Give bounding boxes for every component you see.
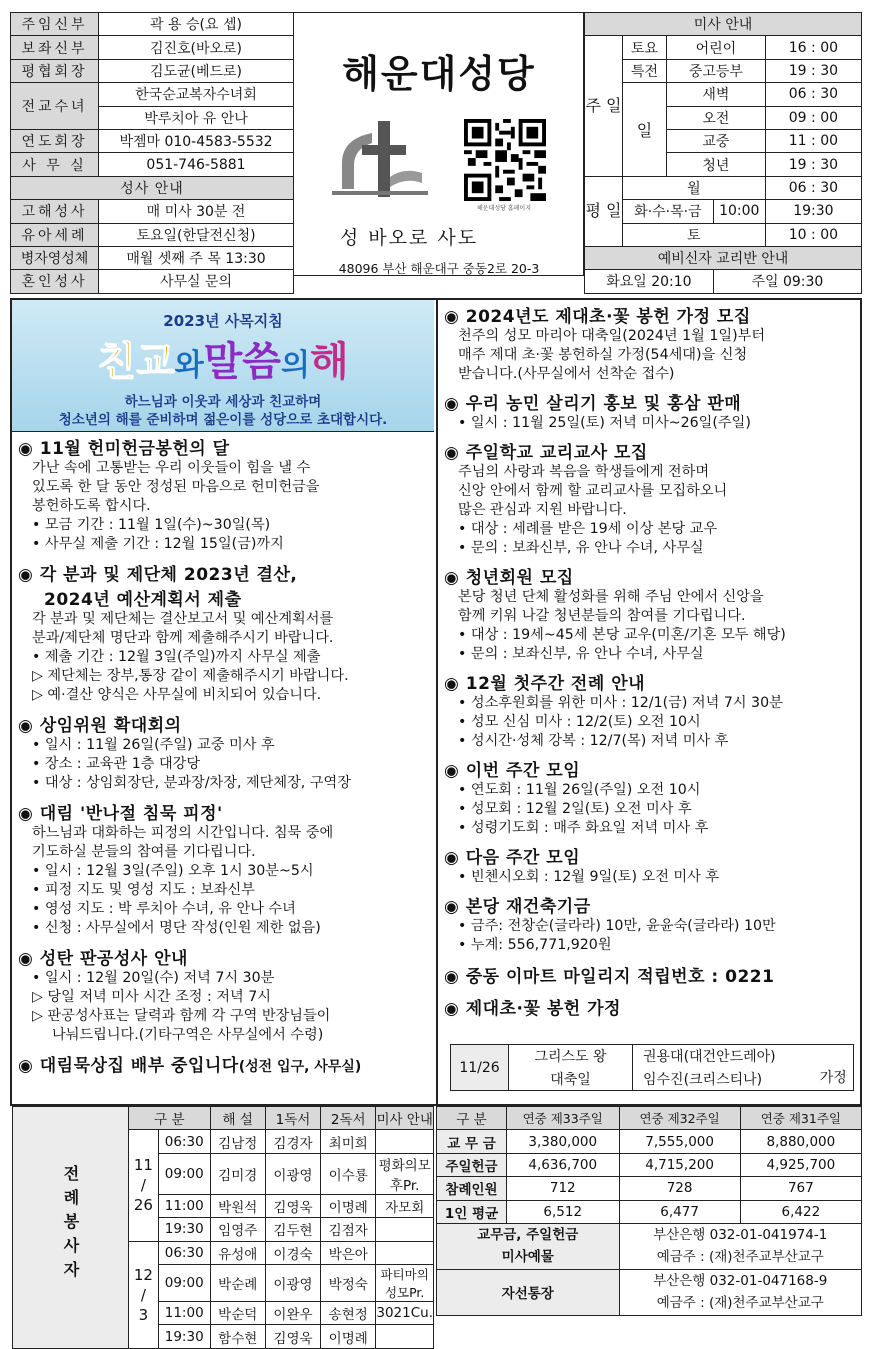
service-cell: 김점자 xyxy=(321,1218,376,1241)
service-cell: 평화의모후Pr. xyxy=(376,1153,434,1194)
stat-value: 767 xyxy=(740,1177,861,1200)
mass-name: 오전 xyxy=(667,106,766,129)
catechism-time: 주일 09:30 xyxy=(713,270,861,293)
stat-value: 6,512 xyxy=(507,1200,620,1223)
column-header: 연중 제33주일 xyxy=(507,1107,620,1130)
info-key: 보좌신부 xyxy=(11,36,99,59)
service-cell: 박원석 xyxy=(210,1194,265,1217)
sacr-key: 유아세례 xyxy=(11,223,99,246)
stat-value: 3,380,000 xyxy=(507,1130,620,1153)
account-label xyxy=(437,1223,620,1269)
notice-line: 각 분과 및 제단체는 결산보고서 및 예산계획서를 xyxy=(32,611,334,627)
notice-line: 봉헌하도록 합시다. xyxy=(32,498,151,514)
parish-name: 해운대성당 xyxy=(342,52,536,96)
stat-value: 4,715,200 xyxy=(619,1153,740,1176)
service-cell: 이명례 xyxy=(321,1194,376,1217)
notice-title: ◉ 본당 재건축기금 xyxy=(444,897,591,917)
flower-family: 임수진(크리스티나) xyxy=(633,1068,814,1091)
sacr-value: 토요일(한달전신청) xyxy=(99,223,294,246)
column-header: 연중 제31주일 xyxy=(740,1107,861,1130)
notice-title: ◉ 대림 '반나절 침묵 피정' xyxy=(18,804,223,824)
notice-line: ▷ 당일 저녁 미사 시간 조정 : 저녁 7시 xyxy=(32,989,271,1005)
column-header: 해 설 xyxy=(210,1107,265,1130)
mass-name: 월 xyxy=(623,176,766,199)
parish-logo-icon xyxy=(332,117,428,203)
service-cell: 김경자 xyxy=(265,1130,320,1153)
account-number: 부산은행 032-01-041974-1 xyxy=(653,1227,828,1244)
account-number: 부산은행 032-01-047168-9 xyxy=(653,1273,828,1290)
service-time: 19:30 xyxy=(158,1325,210,1348)
notice-line: • 제출 기간 : 12월 3일(주일)까지 사무실 제출 xyxy=(32,649,321,665)
banner-main xyxy=(12,330,434,387)
notice-line: • 피정 지도 및 영성 지도 : 보좌신부 xyxy=(32,882,255,898)
notice-line: 매주 제대 초·꽃 봉헌하실 가정(54세대)을 신청 xyxy=(458,347,748,363)
notice-line: • 신청 : 사무실에서 명단 작성(인원 제한 없음) xyxy=(32,920,321,936)
notice-section xyxy=(18,711,434,793)
right-column xyxy=(444,302,860,1019)
mass-time: 06 : 30 xyxy=(765,83,861,106)
flower-feast: 대축일 xyxy=(509,1068,633,1091)
notice-section xyxy=(444,756,860,838)
service-cell xyxy=(376,1218,434,1241)
notice-line: • 일시 : 11월 26일(주일) 교중 미사 후 xyxy=(32,737,275,753)
column-header: 구 분 xyxy=(129,1107,211,1130)
notice-line: • 성령기도회 : 매주 화요일 저녁 미사 후 xyxy=(458,820,709,836)
notice-line: • 문의 : 보좌신부, 유 안나 수녀, 사무실 xyxy=(458,540,704,556)
service-date xyxy=(129,1241,159,1348)
notice-section xyxy=(444,302,860,384)
mass-schedule-table xyxy=(584,12,862,294)
notice-line: 주님의 사랑과 복음을 학생들에게 전하며 xyxy=(458,464,710,480)
service-cell: 김남정 xyxy=(210,1130,265,1153)
mass-time: 10:00 xyxy=(713,200,765,223)
notice-line: 신앙 안에서 함께 할 교리교사를 모집하오니 xyxy=(458,483,728,499)
notice-line: 받습니다.(사무실에서 선착순 접수) xyxy=(458,366,675,382)
notice-line: ▷ 예·결산 양식은 사무실에 비치되어 있습니다. xyxy=(32,687,322,703)
banner-word: 와 xyxy=(174,348,204,383)
notice-title: ◉ 11월 헌미헌금봉헌의 달 xyxy=(18,439,230,459)
notice-title: ◉ 다음 주간 모임 xyxy=(444,848,581,868)
banner-top: 2023년 사목지침 xyxy=(163,312,283,330)
sunday-label: 주 일 xyxy=(585,36,623,176)
service-cell: 임영주 xyxy=(210,1218,265,1241)
notice-section xyxy=(18,1051,434,1076)
parish-header xyxy=(294,12,584,276)
service-time: 09:00 xyxy=(158,1264,210,1301)
service-cell xyxy=(376,1241,434,1264)
service-vertical-label: 전례봉사자 xyxy=(61,1165,80,1286)
sacr-key: 혼인성사 xyxy=(11,270,99,293)
stat-value: 6,422 xyxy=(740,1200,861,1223)
notice-title: ◉ 성탄 판공성사 안내 xyxy=(18,949,188,969)
service-label xyxy=(13,1107,129,1349)
notice-line: 본당 청년 단체 활성화를 위해 주님 안에서 신앙을 xyxy=(458,589,764,605)
row-label: 교 무 금 xyxy=(437,1130,507,1153)
mass-name: 새벽 xyxy=(667,83,766,106)
service-time: 11:00 xyxy=(158,1301,210,1324)
sacr-value: 매월 셋째 주 목 13:30 xyxy=(99,246,294,269)
notice-title-note: (성전 입구, 사무실) xyxy=(238,1059,362,1075)
service-cell: 박정숙 xyxy=(321,1264,376,1301)
date-part: 26 xyxy=(133,1196,153,1215)
service-cell: 박은아 xyxy=(321,1241,376,1264)
column-header: 연중 제32주일 xyxy=(619,1107,740,1130)
mass-name: 어린이 xyxy=(667,36,766,59)
date-part: / xyxy=(140,1285,146,1304)
service-cell: 이경숙 xyxy=(265,1241,320,1264)
mass-name: 청년 xyxy=(667,153,766,176)
notice-line: • 영성 지도 : 박 루치아 수녀, 유 안나 수녀 xyxy=(32,901,296,917)
date-part: 12 xyxy=(133,1265,153,1284)
notice-line: • 일시 : 11월 25일(토) 저녁 미사~26일(주일) xyxy=(458,415,751,431)
info-value: 곽 용 승(요 셉) xyxy=(99,13,294,36)
notice-line: • 성모 신심 미사 : 12/2(토) 오전 10시 xyxy=(458,714,701,730)
service-time: 09:00 xyxy=(158,1153,210,1194)
service-cell: 박순례 xyxy=(210,1264,265,1301)
parish-info-table xyxy=(10,12,294,294)
notice-title: ◉ 제대초·꽃 봉헌 가정 xyxy=(444,999,621,1019)
account-info xyxy=(619,1223,862,1269)
column-header: 구 분 xyxy=(437,1107,507,1130)
notice-line: 나눠드립니다.(기타구역은 사무실에서 수령) xyxy=(52,1027,324,1043)
account-holder: 예금주 : (재)천주교부산교구 xyxy=(656,1295,824,1312)
service-cell: 송현정 xyxy=(321,1301,376,1324)
flower-family: 권용대(대건안드레아) xyxy=(633,1045,814,1068)
finance-stats-table xyxy=(436,1106,862,1316)
banner-line: 하느님과 이웃과 세상과 친교하며 xyxy=(124,394,322,410)
notice-line: 천주의 성모 마리아 대축일(2024년 1월 1일)부터 xyxy=(458,328,766,344)
service-cell: 3021Cu. xyxy=(376,1301,434,1324)
service-cell: 자모회 xyxy=(376,1194,434,1217)
date-part: 3 xyxy=(138,1305,149,1324)
flower-date: 11/26 xyxy=(451,1045,509,1091)
notice-line: • 누계: 556,771,920원 xyxy=(458,937,612,953)
info-value: 박젬마 010-4583-5532 xyxy=(99,129,294,152)
notice-title: ◉ 청년회원 모집 xyxy=(444,568,574,588)
stat-value: 8,880,000 xyxy=(740,1130,861,1153)
column-header: 미사 안내 xyxy=(376,1107,434,1130)
notice-section xyxy=(18,944,434,1045)
row-label: 참례인원 xyxy=(437,1177,507,1200)
service-time: 06:30 xyxy=(158,1241,210,1264)
day-label: 일 xyxy=(623,83,667,177)
info-value: 김진호(바오로) xyxy=(99,36,294,59)
pastoral-banner xyxy=(12,300,434,432)
notice-line: 하느님과 대화하는 피정의 시간입니다. 침묵 중에 xyxy=(32,825,334,841)
service-date xyxy=(129,1130,159,1241)
mass-time: 11 : 00 xyxy=(765,129,861,152)
service-cell: 최미희 xyxy=(321,1130,376,1153)
service-time: 06:30 xyxy=(158,1130,210,1153)
notice-line: • 대상 : 19세~45세 본당 교우(미혼/기혼 모두 해당) xyxy=(458,627,786,643)
catechism-title: 예비신자 교리반 안내 xyxy=(585,246,862,269)
stat-value: 712 xyxy=(507,1177,620,1200)
notice-title: ◉ 각 분과 및 제단체 2023년 결산, xyxy=(18,565,298,585)
info-value: 박루치아 유 안나 xyxy=(99,106,294,129)
service-cell: 이광영 xyxy=(265,1264,320,1301)
notice-title: ◉ 2024년도 제대초·꽃 봉헌 가정 모집 xyxy=(444,307,751,327)
service-cell: 이명례 xyxy=(321,1325,376,1348)
notice-title: ◉ 우리 농민 살리기 홍보 및 홍삼 판매 xyxy=(444,394,742,414)
service-cell: 유성애 xyxy=(210,1241,265,1264)
parish-address: 48096 부산 해운대구 중동2로 20-3 xyxy=(338,261,540,276)
notice-line: • 문의 : 보좌신부, 유 안나 수녀, 사무실 xyxy=(458,646,704,662)
stat-value: 4,925,700 xyxy=(740,1153,861,1176)
flower-feast: 그리스도 왕 xyxy=(509,1045,633,1068)
saturday-label: 토요 xyxy=(623,36,667,59)
column-header: 2독서 xyxy=(321,1107,376,1130)
notice-section xyxy=(444,892,860,955)
service-cell: 이수룡 xyxy=(321,1153,376,1194)
sacr-key: 병자영성체 xyxy=(11,246,99,269)
mass-name: 중고등부 xyxy=(667,59,766,82)
mass-time: 19 : 30 xyxy=(765,153,861,176)
flower-suffix: 가정 xyxy=(814,1045,854,1091)
mass-name: 교중 xyxy=(667,129,766,152)
mass-time: 09 : 00 xyxy=(765,106,861,129)
account-label-line: 미사예물 xyxy=(501,1249,554,1266)
mass-time: 10 : 00 xyxy=(765,223,861,246)
service-cell: 함수현 xyxy=(210,1325,265,1348)
account-holder: 예금주 : (재)천주교부산교구 xyxy=(656,1249,824,1266)
stat-value: 7,555,000 xyxy=(619,1130,740,1153)
notice-line: 함께 키워 나갈 청년분들의 참여를 기다립니다. xyxy=(458,608,746,624)
notice-section xyxy=(444,669,860,751)
notice-line: ▷ 판공성사표는 달력과 함께 각 구역 반장님들이 xyxy=(32,1008,331,1024)
notice-line: 많은 관심과 지원 바랍니다. xyxy=(458,502,627,518)
notice-title: 2024년 예산계획서 제출 xyxy=(44,590,242,610)
notice-line: • 성모회 : 12월 2일(토) 오전 미사 후 xyxy=(458,801,692,817)
banner-word: 친교 xyxy=(97,339,175,385)
service-cell: 이광영 xyxy=(265,1153,320,1194)
notice-section xyxy=(444,389,860,433)
banner-word: 해 xyxy=(309,339,349,385)
notice-line: 기도하실 분들의 참여를 기다립니다. xyxy=(32,844,256,860)
mass-time: 19:30 xyxy=(765,200,861,223)
service-cell: 김영욱 xyxy=(265,1194,320,1217)
banner-line: 청소년의 해를 준비하며 젊은이를 성당으로 초대합시다. xyxy=(58,412,388,428)
service-cell: 파티마의성모Pr. xyxy=(376,1264,434,1301)
sacr-value: 사무실 문의 xyxy=(99,270,294,293)
notice-section xyxy=(18,560,434,705)
notice-title: ◉ 주일학교 교리교사 모집 xyxy=(444,443,648,463)
sacrament-title: 성사 안내 xyxy=(11,176,294,199)
vigil-label: 특전 xyxy=(623,59,667,82)
mass-name: 토 xyxy=(623,223,766,246)
notice-line: ▷ 제단체는 장부,통장 같이 제출해주시기 바랍니다. xyxy=(32,668,349,684)
notice-title: ◉ 중동 이마트 마일리지 적립번호 : 0221 xyxy=(444,967,775,987)
row-label: 1인 평균 xyxy=(437,1200,507,1223)
date-part: 11 xyxy=(133,1156,153,1175)
notice-line: • 장소 : 교육관 1층 대강당 xyxy=(32,756,201,772)
service-time: 19:30 xyxy=(158,1218,210,1241)
service-cell xyxy=(376,1325,434,1348)
info-key: 사 무 실 xyxy=(11,153,99,176)
mass-time: 19 : 30 xyxy=(765,59,861,82)
notice-line: • 일시 : 12월 3일(주일) 오후 1시 30분~5시 xyxy=(32,863,314,879)
notice-line: • 일시 : 12월 20일(수) 저녁 7시 30분 xyxy=(32,970,275,986)
service-cell: 박순덕 xyxy=(210,1301,265,1324)
row-label: 주일헌금 xyxy=(437,1153,507,1176)
service-cell xyxy=(376,1130,434,1153)
notice-section xyxy=(18,799,434,938)
notice-line: • 성소후원회를 위한 미사 : 12/1(금) 저녁 7시 30분 xyxy=(458,695,783,711)
account-label-line: 교무금, 주일헌금 xyxy=(477,1227,579,1244)
weekday-label: 평 일 xyxy=(585,176,623,246)
notice-section xyxy=(444,843,860,887)
notice-title: ◉ 대림묵상집 배부 중입니다 xyxy=(18,1056,239,1076)
info-value: 김도균(베드로) xyxy=(99,59,294,82)
service-cell: 김영욱 xyxy=(265,1325,320,1348)
info-key: 연도회장 xyxy=(11,129,99,152)
notice-line: 가난 속에 고통받는 우리 이웃들이 힘을 낼 수 xyxy=(32,460,311,476)
left-column xyxy=(18,434,434,1076)
flower-offering-table xyxy=(450,1044,854,1091)
notice-line: • 모금 기간 : 11월 1일(수)~30일(목) xyxy=(32,517,271,533)
service-time: 11:00 xyxy=(158,1194,210,1217)
notice-title: ◉ 12월 첫주간 전례 안내 xyxy=(444,674,646,694)
mass-title: 미사 안내 xyxy=(585,13,862,36)
info-value: 한국순교복자수녀회 xyxy=(99,83,294,106)
notice-title: ◉ 이번 주간 모임 xyxy=(444,761,581,781)
patron-saint: 성 바오로 사도 xyxy=(339,227,479,249)
info-key: 평협회장 xyxy=(11,59,99,82)
catechism-time: 화요일 20:10 xyxy=(585,270,714,293)
account-label: 자선통장 xyxy=(437,1269,620,1315)
stat-value: 728 xyxy=(619,1177,740,1200)
mass-time: 06 : 30 xyxy=(765,176,861,199)
notice-line: • 연도회 : 11월 26일(주일) 오전 10시 xyxy=(458,782,701,798)
notice-section xyxy=(18,434,434,554)
service-cell: 김미경 xyxy=(210,1153,265,1194)
service-cell: 김두현 xyxy=(265,1218,320,1241)
service-cell: 이완우 xyxy=(265,1301,320,1324)
qr-caption: 해운대성당 홈페이지 xyxy=(476,205,532,212)
stat-value: 6,477 xyxy=(619,1200,740,1223)
notice-line: • 대상 : 세례를 받은 19세 이상 본당 교우 xyxy=(458,521,718,537)
info-key: 전교수녀 xyxy=(11,83,99,130)
notice-line: • 대상 : 상임회장단, 분과장/차장, 제단체장, 구역장 xyxy=(32,775,351,791)
banner-word: 의 xyxy=(280,348,310,383)
liturgy-service-table xyxy=(12,1106,434,1349)
mass-name: 화·수·목·금 xyxy=(623,200,714,223)
notice-line: 있도록 한 달 동안 정성된 마음으로 헌미헌금을 xyxy=(32,479,320,495)
info-key: 주임신부 xyxy=(11,13,99,36)
qr-code-icon xyxy=(464,119,546,201)
sacr-value: 매 미사 30분 전 xyxy=(99,200,294,223)
info-value: 051-746-5881 xyxy=(99,153,294,176)
stat-value: 4,636,700 xyxy=(507,1153,620,1176)
column-header: 1독서 xyxy=(265,1107,320,1130)
account-info xyxy=(619,1269,862,1315)
sacr-key: 고해성사 xyxy=(11,200,99,223)
date-part: / xyxy=(140,1176,146,1195)
notice-title: ◉ 상임위원 확대회의 xyxy=(18,716,182,736)
notice-line: 분과/제단체 명단과 함께 제출해주시기 바랍니다. xyxy=(32,630,334,646)
notice-line: • 빈첸시오회 : 12월 9일(토) 오전 미사 후 xyxy=(458,869,720,885)
notice-section xyxy=(444,438,860,558)
notice-line: • 성시간·성체 강복 : 12/7(목) 저녁 미사 후 xyxy=(458,733,729,749)
notice-section xyxy=(444,563,860,664)
column-divider xyxy=(436,298,438,1106)
notice-line: • 사무실 제출 기간 : 12월 15일(금)까지 xyxy=(32,536,284,552)
mass-time: 16 : 00 xyxy=(765,36,861,59)
banner-word: 말씀 xyxy=(203,339,281,385)
notice-line: • 금주: 전창순(글라라) 10만, 윤윤숙(글라라) 10만 xyxy=(458,918,776,934)
